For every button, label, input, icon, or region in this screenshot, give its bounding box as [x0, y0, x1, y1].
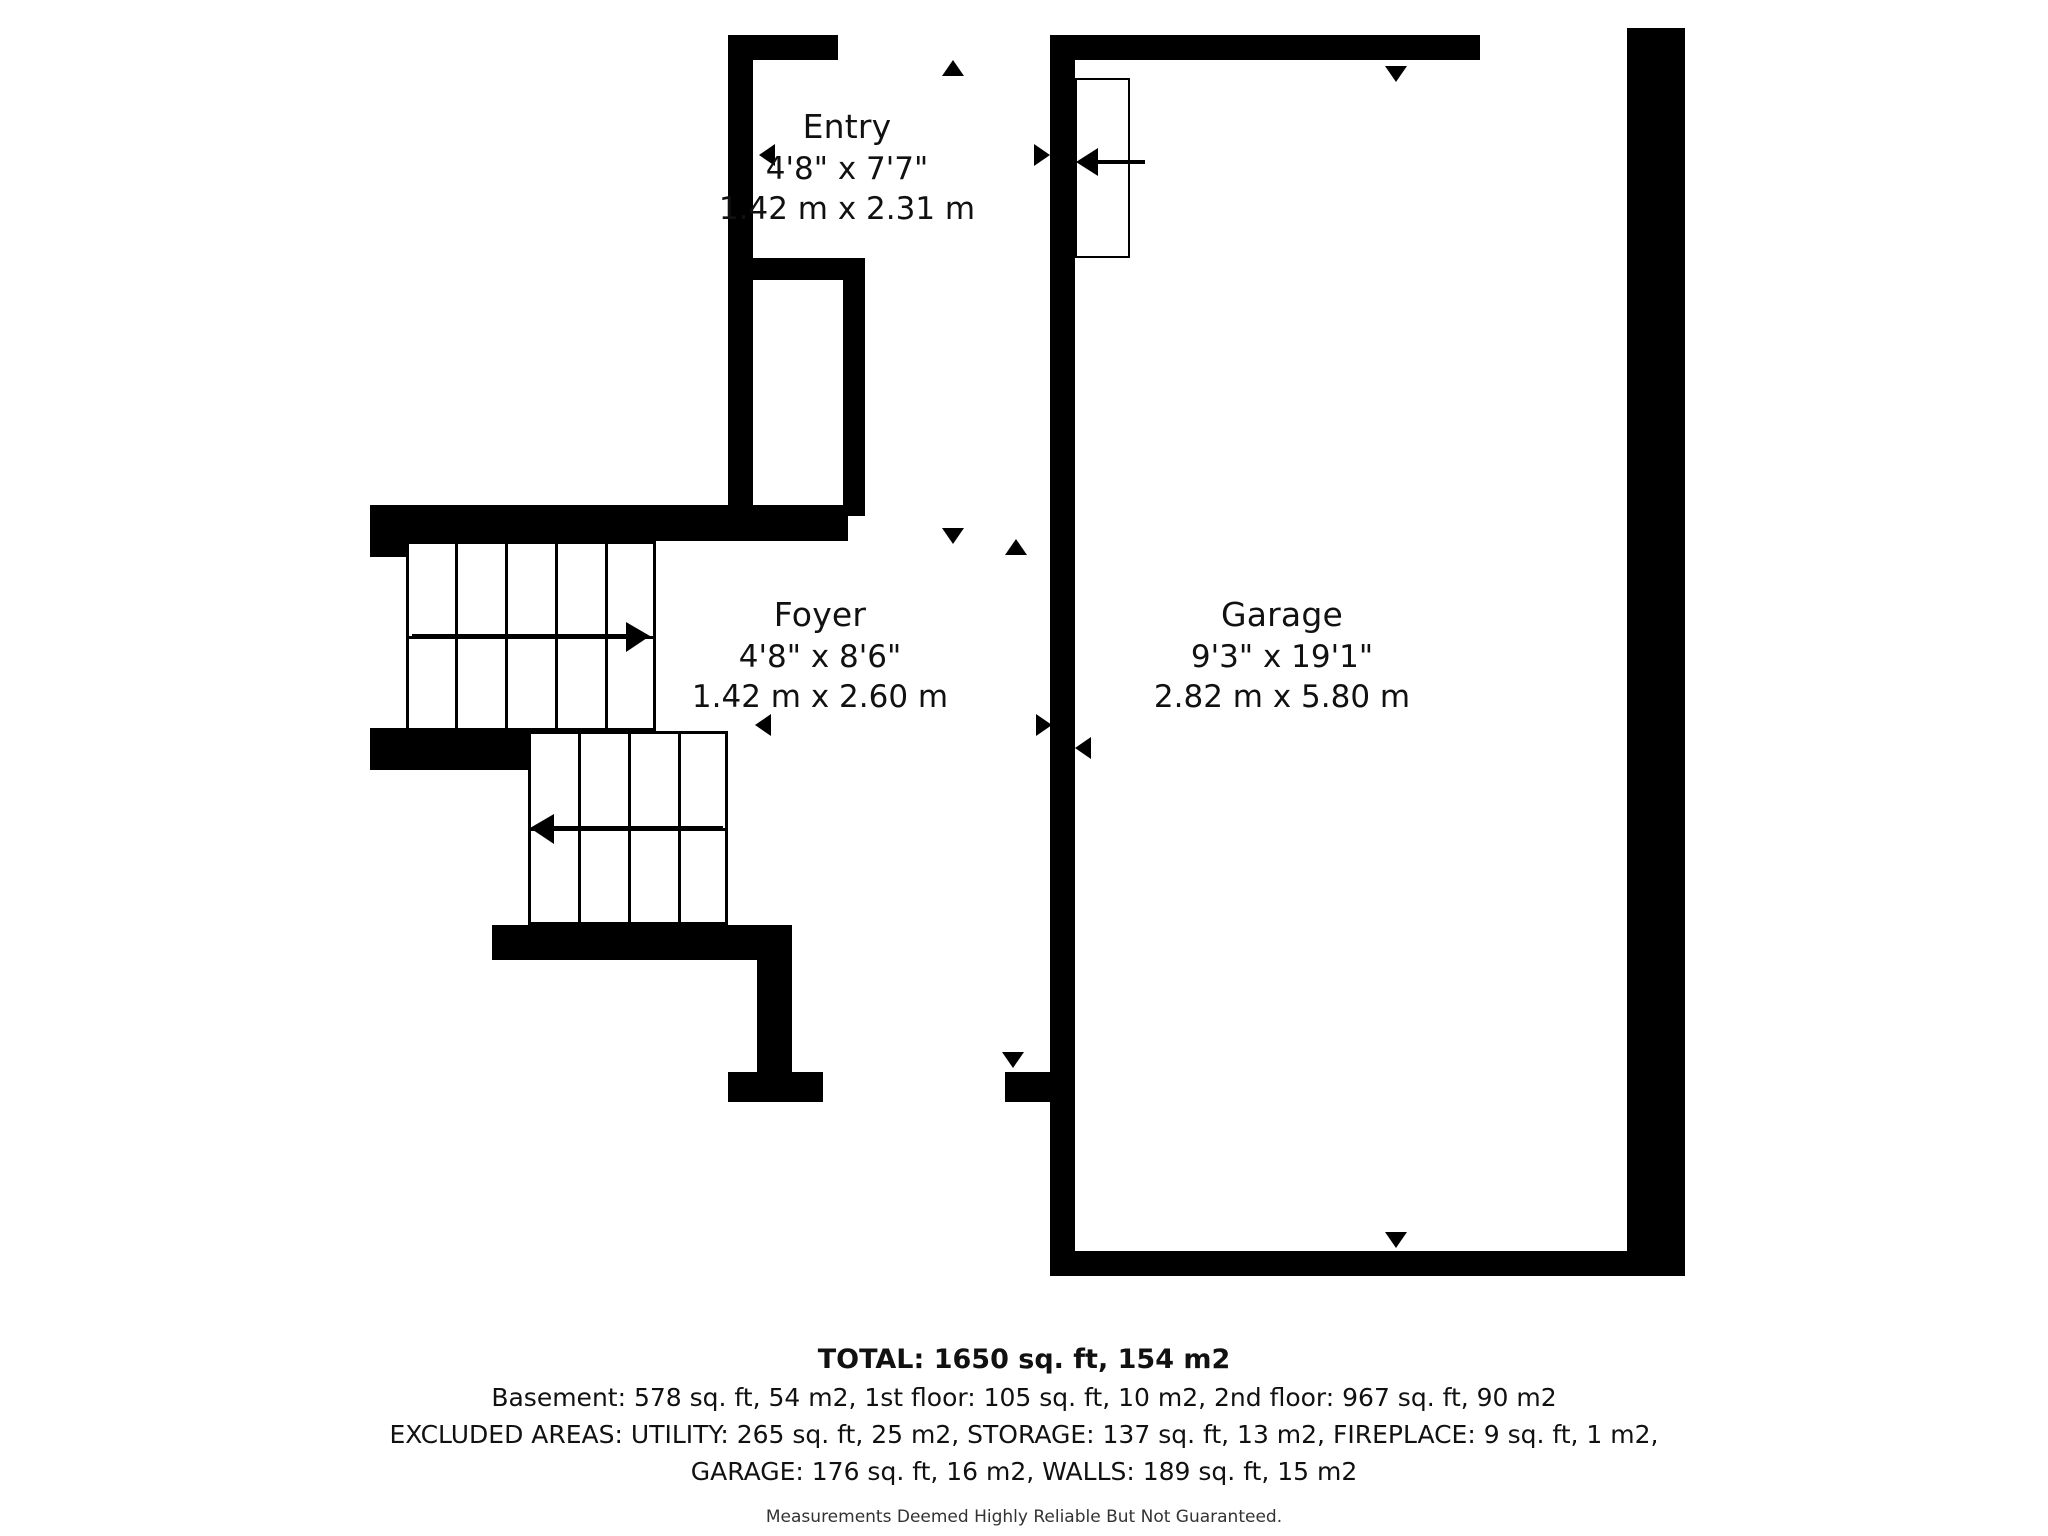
room-name-entry: Entry [802, 107, 892, 146]
room-name-garage: Garage [1220, 595, 1344, 634]
room-dim-imperial-garage: 9'3" x 19'1" [1190, 638, 1374, 675]
wall-garage-bottom [1050, 1251, 1685, 1276]
wall-stair-top [370, 505, 848, 541]
excluded-areas-line-1: EXCLUDED AREAS: UTILITY: 265 sq. ft, 25 m2, STORAGE: 137 sq. ft, 13 m2, FIREPLACE: 9 sq. ft, 1 m2, [389, 1420, 1659, 1450]
room-label-foyer [660, 594, 980, 717]
wall-foyer-bottom-right [1005, 1072, 1075, 1102]
total-value: 1650 sq. ft, 154 m2 [933, 1344, 1231, 1375]
room-dim-metric-entry: 1.42 m x 2.31 m [718, 191, 976, 228]
marker-foyer-top-left [940, 524, 966, 546]
marker-garage-top [1383, 62, 1409, 84]
wall-garage-right [1627, 28, 1685, 1276]
marker-garage-bottom [1383, 1228, 1409, 1250]
wall-stair-mid [370, 728, 535, 770]
total-area-line [0, 1340, 2048, 1379]
excluded-areas-line-2: GARAGE: 176 sq. ft, 16 m2, WALLS: 189 sq. ft, 15 m2 [690, 1457, 1358, 1487]
wall-stair-left-upper [370, 505, 406, 557]
marker-garage-right [1634, 735, 1656, 761]
wall-entry-closet-right [843, 258, 865, 516]
area-summary [0, 1340, 2048, 1527]
room-name-foyer: Foyer [773, 595, 867, 634]
floor-breakdown: Basement: 578 sq. ft, 54 m2, 1st floor: 105 sq. ft, 10 m2, 2nd floor: 967 sq. ft, 90 m2 [491, 1383, 1557, 1413]
marker-foyer-bottom [1000, 1048, 1026, 1070]
marker-garage-left [1073, 735, 1095, 761]
wall-entry-closet-top [753, 258, 865, 280]
room-dim-metric-foyer: 1.42 m x 2.60 m [691, 679, 949, 716]
wall-stair-bottom [492, 925, 792, 960]
marker-entry-top [940, 58, 966, 80]
marker-entry-right [1030, 142, 1052, 168]
marker-foyer-right [1032, 712, 1054, 738]
marker-foyer-top-right [1003, 535, 1029, 557]
room-dim-metric-garage: 2.82 m x 5.80 m [1153, 679, 1411, 716]
room-label-entry [697, 106, 997, 229]
disclaimer-text: Measurements Deemed Highly Reliable But Not Guaranteed. [765, 1507, 1283, 1528]
room-label-garage [1117, 594, 1447, 717]
wall-garage-top [1050, 35, 1480, 60]
stair-up-arrow-shaft [412, 634, 632, 639]
entry-door-arrow-head [1074, 144, 1100, 184]
stair-down-arrow-shaft [548, 826, 723, 831]
room-dim-imperial-foyer: 4'8" x 8'6" [738, 638, 902, 675]
room-dim-imperial-entry: 4'8" x 7'7" [765, 150, 929, 187]
wall-foyer-bottom-left [728, 1072, 823, 1102]
wall-entry-top-left [728, 35, 838, 60]
stair-down-arrow-head [528, 808, 556, 852]
stair-up-arrow-head [624, 616, 652, 660]
total-label: TOTAL: [817, 1344, 925, 1375]
